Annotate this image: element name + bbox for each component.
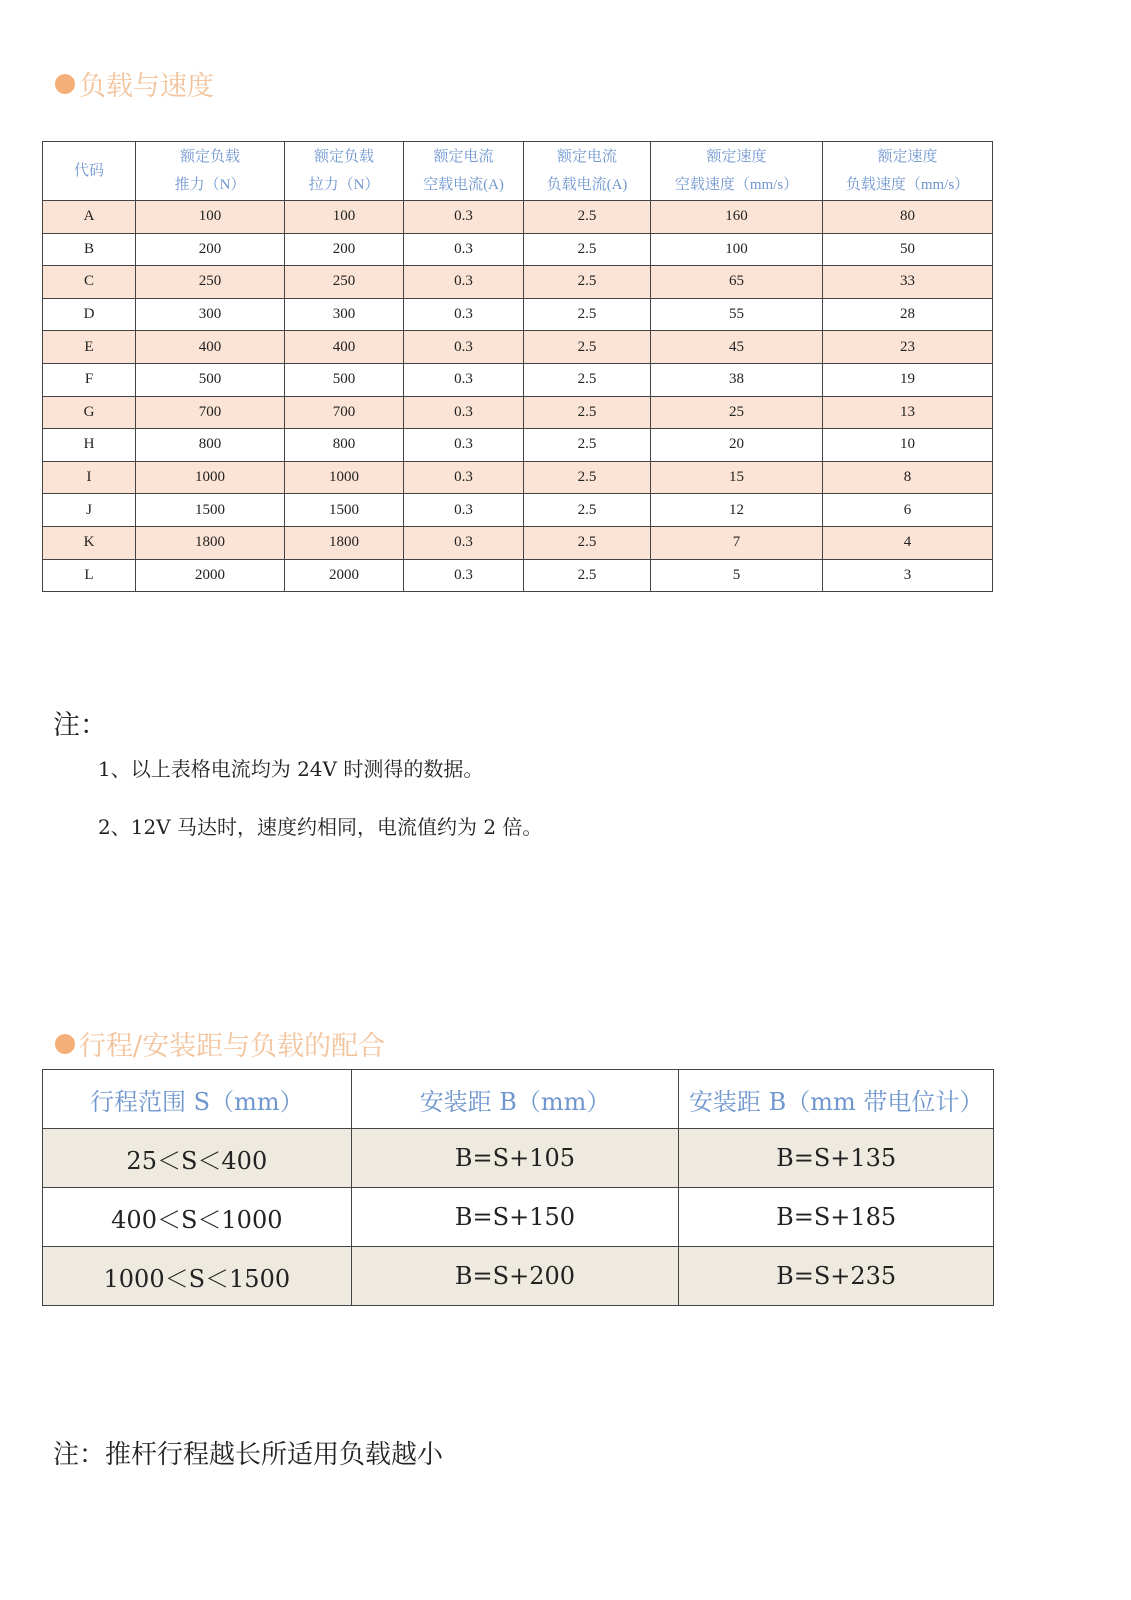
table-cell: 0.3 (404, 396, 524, 429)
table-cell: 500 (285, 363, 404, 396)
table-cell: 19 (823, 363, 993, 396)
table-cell: K (43, 526, 136, 559)
table-row (43, 461, 993, 494)
table-cell: 500 (136, 363, 285, 396)
table-header-cell (285, 142, 404, 201)
table-cell: 250 (285, 266, 404, 299)
table-cell: 0.3 (404, 559, 524, 592)
table-header-cell (404, 142, 524, 201)
table-header-cell (823, 142, 993, 201)
table-cell: B=S+185 (679, 1188, 994, 1247)
table-cell: 1500 (285, 494, 404, 527)
table-cell: 1000＜S＜1500 (43, 1247, 352, 1306)
table-cell: 1000 (285, 461, 404, 494)
table-cell: 12 (651, 494, 823, 527)
table-cell: 2.5 (524, 461, 651, 494)
table-cell: 6 (823, 494, 993, 527)
header-line: 额定负载 (313, 149, 374, 165)
table-cell: G (43, 396, 136, 429)
table-cell: 400 (285, 331, 404, 364)
table-cell: 2.5 (524, 494, 651, 527)
table-cell: B=S+135 (679, 1129, 994, 1188)
table-row (43, 266, 993, 299)
section-title-stroke (55, 1024, 385, 1063)
table-cell: 15 (651, 461, 823, 494)
table-cell: B=S+200 (351, 1247, 679, 1306)
table-cell: 400 (136, 331, 285, 364)
table-cell: 2.5 (524, 266, 651, 299)
table-cell: 38 (651, 363, 823, 396)
table-cell: 0.3 (404, 461, 524, 494)
header-line: 额定负载 (179, 149, 240, 165)
table-row (43, 559, 993, 592)
table-cell: 800 (136, 429, 285, 462)
table-cell: D (43, 298, 136, 331)
header-line: 推力（N） (174, 177, 246, 193)
table-row (43, 526, 993, 559)
header-line: 额定电流 (433, 149, 494, 165)
table-cell: 700 (285, 396, 404, 429)
table-cell: 200 (136, 233, 285, 266)
table-header-cell: 安装距 B（mm） (351, 1070, 679, 1129)
table-row (43, 331, 993, 364)
table-cell: 3 (823, 559, 993, 592)
table-cell: 0.3 (404, 201, 524, 234)
table-header-cell (136, 142, 285, 201)
table-cell: I (43, 461, 136, 494)
note-item: 2、12V 马达时，速度约相同，电流值约为 2 倍。 (98, 815, 543, 839)
table-cell: J (43, 494, 136, 527)
table-cell: 65 (651, 266, 823, 299)
stroke-mounting-table (42, 1069, 994, 1306)
table-cell: 45 (651, 331, 823, 364)
table-cell: 2.5 (524, 233, 651, 266)
header-line: 额定速度 (706, 149, 767, 165)
table-header-cell (651, 142, 823, 201)
table-row (43, 1188, 994, 1247)
notes-heading: 注： (53, 710, 107, 741)
header-line: 负载速度（mm/s） (845, 177, 970, 193)
table-cell: B=S+150 (351, 1188, 679, 1247)
table-cell: 25＜S＜400 (43, 1129, 352, 1188)
table-row (43, 201, 993, 234)
table-cell: 0.3 (404, 233, 524, 266)
table-cell: 100 (136, 201, 285, 234)
header-line: 负载电流(A) (546, 177, 628, 193)
table-row (43, 1129, 994, 1188)
table-cell: 2.5 (524, 201, 651, 234)
section-title-text: 行程/安装距与负载的配合 (79, 1031, 386, 1062)
table-cell: 2.5 (524, 526, 651, 559)
table-row (43, 429, 993, 462)
table-cell: 7 (651, 526, 823, 559)
table-cell: A (43, 201, 136, 234)
section-title-text: 负载与速度 (79, 71, 214, 102)
table-row (43, 396, 993, 429)
table-cell: 55 (651, 298, 823, 331)
table-cell: 400＜S＜1000 (43, 1188, 352, 1247)
table-cell: B=S+235 (679, 1247, 994, 1306)
table-cell: 20 (651, 429, 823, 462)
table-cell: F (43, 363, 136, 396)
table-cell: 0.3 (404, 363, 524, 396)
table-cell: C (43, 266, 136, 299)
note-item: 1、以上表格电流均为 24V 时测得的数据。 (98, 757, 484, 781)
table-row (43, 233, 993, 266)
table-cell: 1800 (285, 526, 404, 559)
table-cell: 13 (823, 396, 993, 429)
header-line: 代码 (73, 163, 104, 179)
table-cell: B=S+105 (351, 1129, 679, 1188)
header-line: 额定速度 (877, 149, 938, 165)
table-cell: 5 (651, 559, 823, 592)
table-cell: E (43, 331, 136, 364)
header-line: 拉力（N） (308, 177, 380, 193)
table-cell: 0.3 (404, 526, 524, 559)
table-cell: 2.5 (524, 298, 651, 331)
table-cell: 25 (651, 396, 823, 429)
table-row (43, 298, 993, 331)
table-header-cell: 安装距 B（mm 带电位计） (679, 1070, 994, 1129)
header-line: 空载电流(A) (423, 177, 504, 193)
table-header-cell (524, 142, 651, 201)
table-cell: 0.3 (404, 298, 524, 331)
table-cell: 300 (285, 298, 404, 331)
table-header-cell: 行程范围 S（mm） (43, 1070, 352, 1129)
table-cell: 300 (136, 298, 285, 331)
table-cell: B (43, 233, 136, 266)
table-cell: 2.5 (524, 429, 651, 462)
table-header-cell (43, 142, 136, 201)
header-line: 额定电流 (556, 149, 617, 165)
table-cell: 200 (285, 233, 404, 266)
table-cell: 0.3 (404, 266, 524, 299)
header-line: 空载速度（mm/s） (674, 177, 799, 193)
table-cell: H (43, 429, 136, 462)
table-cell: 28 (823, 298, 993, 331)
table-cell: 33 (823, 266, 993, 299)
table-cell: 10 (823, 429, 993, 462)
table-cell: 8 (823, 461, 993, 494)
table-cell: 1000 (136, 461, 285, 494)
table-cell: 2.5 (524, 363, 651, 396)
table-cell: 50 (823, 233, 993, 266)
table-cell: 4 (823, 526, 993, 559)
table-cell: 80 (823, 201, 993, 234)
table-cell: 1800 (136, 526, 285, 559)
table-cell: 2000 (136, 559, 285, 592)
table-cell: 0.3 (404, 429, 524, 462)
table-cell: 0.3 (404, 494, 524, 527)
table-cell: 250 (136, 266, 285, 299)
table-cell: L (43, 559, 136, 592)
table-cell: 23 (823, 331, 993, 364)
section-title-load-speed (55, 64, 214, 103)
table-cell: 2.5 (524, 559, 651, 592)
table-cell: 800 (285, 429, 404, 462)
table-cell: 160 (651, 201, 823, 234)
load-speed-table (42, 141, 993, 592)
table-cell: 2.5 (524, 396, 651, 429)
table-cell: 2000 (285, 559, 404, 592)
table-row (43, 1247, 994, 1306)
footer-note: 注：推杆行程越长所适用负载越小 (53, 1440, 444, 1470)
table-cell: 1500 (136, 494, 285, 527)
table-cell: 100 (651, 233, 823, 266)
table-row (43, 494, 993, 527)
bullet-dot-icon (55, 74, 75, 94)
bullet-dot-icon (55, 1034, 75, 1054)
table-cell: 2.5 (524, 331, 651, 364)
table-row (43, 363, 993, 396)
table-cell: 0.3 (404, 331, 524, 364)
table-cell: 100 (285, 201, 404, 234)
table-cell: 700 (136, 396, 285, 429)
